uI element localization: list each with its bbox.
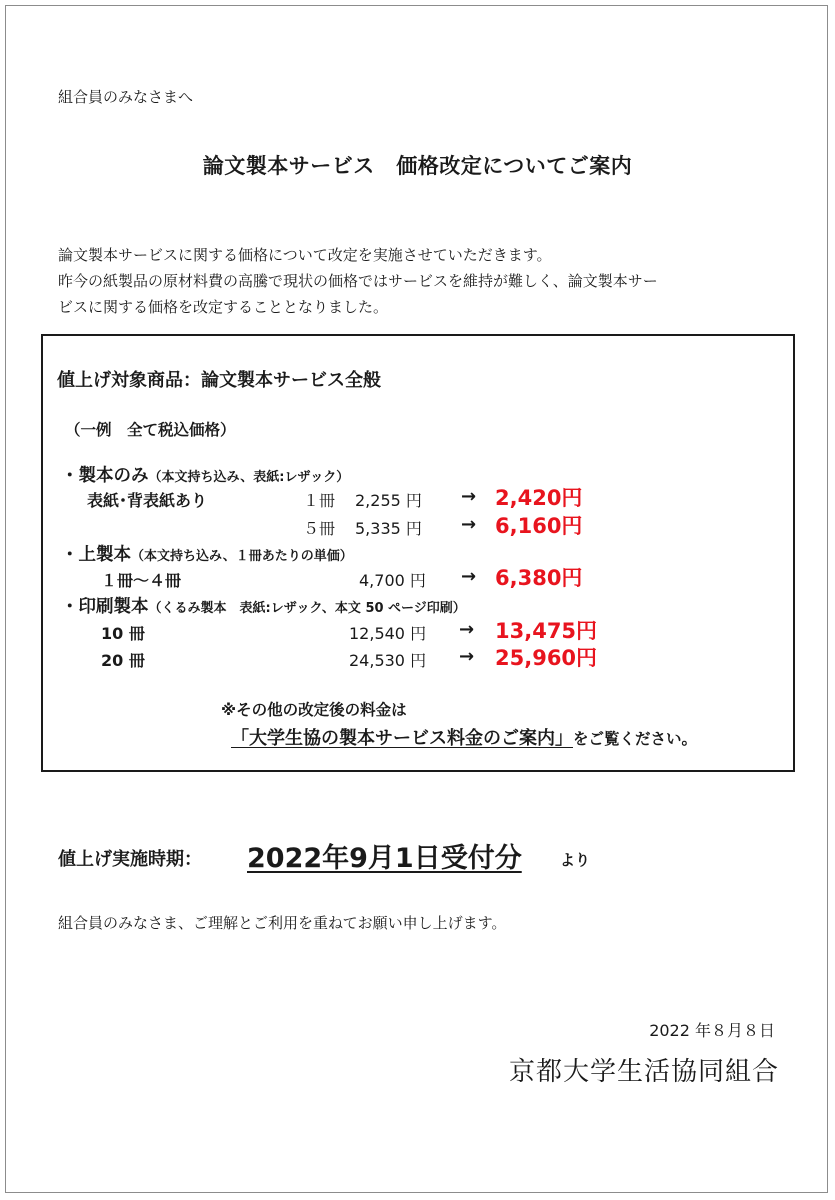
greeting: 組合員のみなさまへ bbox=[58, 88, 194, 106]
effective-label: 値上げ実施時期： bbox=[58, 849, 202, 870]
category-detail: （本文持ち込み、表紙:レザック） bbox=[148, 470, 350, 485]
effective-date: 2022年9月1日受付分 bbox=[247, 843, 522, 874]
category-hardcover bbox=[61, 541, 353, 566]
arrow: → bbox=[461, 514, 477, 535]
fee-guide-title: 「大学生協の製本サービス料金のご案内」 bbox=[231, 728, 573, 749]
intro-line: ビスに関する価格を改定することとなりました。 bbox=[58, 298, 389, 316]
other-fees-note: ※その他の改定後の料金は bbox=[221, 701, 407, 719]
page-title: 論文製本サービス 価格改定についてご案内 bbox=[202, 154, 633, 178]
arrow: → bbox=[459, 646, 475, 667]
new-price: 25,960円 bbox=[495, 646, 598, 670]
row-label: 10 冊 bbox=[101, 624, 145, 643]
row-label: １冊～４冊 bbox=[101, 571, 182, 590]
intro-line: 論文製本サービスに関する価格について改定を実施させていただきます。 bbox=[58, 246, 552, 264]
row-qty: １冊 bbox=[303, 491, 336, 510]
arrow: → bbox=[459, 619, 475, 640]
fee-guide-suffix: をご覧ください。 bbox=[573, 730, 698, 748]
old-price: 24,530 円 bbox=[349, 651, 427, 670]
new-price: 2,420円 bbox=[495, 486, 583, 510]
category-binding-only bbox=[61, 462, 349, 487]
row-qty: ５冊 bbox=[303, 519, 336, 538]
example-note: （一例 全て税込価格） bbox=[65, 421, 236, 439]
old-price: 4,700 円 bbox=[359, 571, 426, 590]
row-label: 20 冊 bbox=[101, 651, 145, 670]
arrow: → bbox=[461, 566, 477, 587]
new-price: 6,160円 bbox=[495, 514, 583, 538]
category-detail: （くるみ製本 表紙:レザック、本文 50 ページ印刷） bbox=[148, 601, 466, 616]
new-price: 6,380円 bbox=[495, 566, 583, 590]
closing-message: 組合員のみなさま、ご理解とご利用を重ねてお願い申し上げます。 bbox=[58, 914, 507, 932]
intro-line: 昨今の紙製品の原材料費の高騰で現状の価格ではサービスを維持が難しく、論文製本サー bbox=[58, 272, 658, 290]
category-printed-binding bbox=[61, 593, 466, 618]
old-price: 12,540 円 bbox=[349, 624, 427, 643]
new-price: 13,475円 bbox=[495, 619, 598, 643]
category-detail: （本文持ち込み、１冊あたりの単価） bbox=[131, 549, 353, 564]
issue-date: 2022 年８月８日 bbox=[649, 1021, 775, 1040]
effective-suffix: より bbox=[560, 851, 591, 869]
row-label: 表紙･背表紙あり bbox=[87, 491, 208, 510]
box-title: 値上げ対象商品：論文製本サービス全般 bbox=[57, 370, 381, 391]
organization-name: 京都大学生活協同組合 bbox=[508, 1057, 779, 1087]
category-name: ・上製本 bbox=[61, 545, 131, 565]
intro-paragraph bbox=[58, 242, 788, 320]
category-name: ・製本のみ bbox=[61, 466, 149, 486]
category-name: ・印刷製本 bbox=[61, 597, 149, 617]
price-info-box bbox=[41, 334, 795, 772]
fee-guide-reference bbox=[231, 724, 697, 750]
old-price: 5,335 円 bbox=[355, 519, 422, 538]
old-price: 2,255 円 bbox=[355, 491, 422, 510]
arrow: → bbox=[461, 486, 477, 507]
